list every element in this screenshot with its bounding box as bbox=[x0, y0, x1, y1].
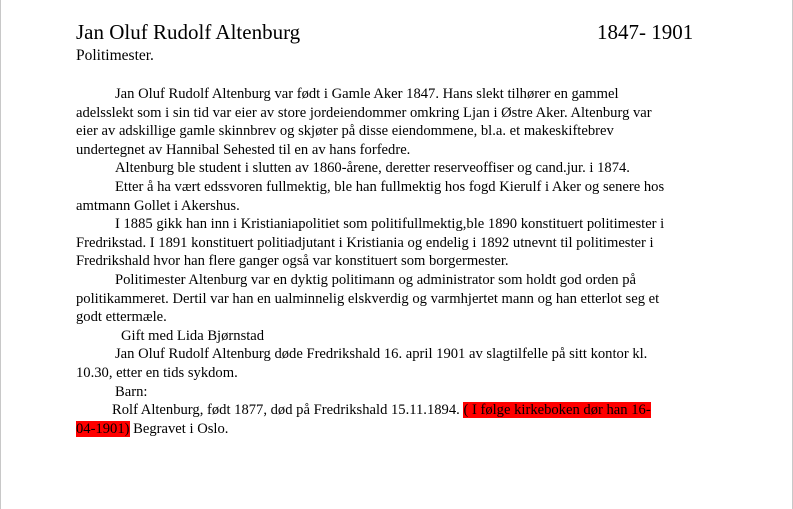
text-line: Barn: bbox=[115, 383, 148, 400]
text-line: politikammeret. Dertil var han en ualminnelig elskverdig og varmhjertet mann og han etterlot seg et bbox=[76, 290, 660, 307]
text-line: undertegnet av Hannibal Sehested til en av hans forfedre. bbox=[76, 141, 411, 158]
highlighted-note: 04-1901) bbox=[76, 420, 130, 437]
child-tail: Begravet i Oslo. bbox=[129, 420, 229, 437]
biography-text bbox=[76, 85, 726, 438]
text-line: 10.30, etter en tids sykdom. bbox=[76, 364, 238, 381]
text-line: Altenburg ble student i slutten av 1860-årene, deretter reserveoffiser og cand.jur. i 1874. bbox=[115, 160, 630, 177]
text-line: Gift med Lida Bjørnstad bbox=[121, 327, 265, 344]
highlighted-note: ( I følge kirkeboken dør han 16- bbox=[463, 402, 651, 419]
text-line: eier av adskillige gamle skinnbrev og skjøter på disse eiendommene, bl.a. et makeskiftebrev bbox=[76, 123, 614, 140]
text-line: Politimester Altenburg var en dyktig politimann og administrator som holdt god orden på bbox=[115, 271, 636, 288]
text-line: godt ettermæle. bbox=[76, 309, 167, 326]
text-line: Fredrikshald hvor han flere ganger også var konstituert som borgermester. bbox=[76, 253, 509, 270]
person-title: Politimester. bbox=[76, 47, 154, 64]
child-entry-continued bbox=[76, 420, 726, 439]
text-line: Fredrikstad. I 1891 konstituert politiadjutant i Kristiania og endelig i 1892 utnevnt til politimester i bbox=[76, 234, 654, 251]
text-line: amtmann Gollet i Akershus. bbox=[76, 197, 240, 214]
text-line: Jan Oluf Rudolf Altenburg var født i Gamle Aker 1847. Hans slekt tilhører en gammel bbox=[115, 86, 619, 102]
person-name: Jan Oluf Rudolf Altenburg bbox=[76, 20, 301, 44]
child-text: Rolf Altenburg, født 1877, død på Fredrikshald 15.11.1894. bbox=[112, 402, 464, 419]
text-line: Etter å ha vært edssvoren fullmektig, ble han fullmektig hos fogd Kierulf i Aker og senere hos bbox=[115, 178, 665, 195]
text-line: I 1885 gikk han inn i Kristianiapolitiet som politifullmektig,ble 1890 konstituert politimester i bbox=[115, 216, 665, 233]
life-years: 1847- 1901 bbox=[597, 20, 694, 44]
text-line: Jan Oluf Rudolf Altenburg døde Fredrikshald 16. april 1901 av slagtilfelle på sitt kontor kl. bbox=[115, 346, 648, 363]
child-entry bbox=[76, 401, 726, 420]
text-line: adelsslekt som i sin tid var eier av store jordeiendommer omkring Ljan i Østre Aker. Altenburg var bbox=[76, 104, 652, 121]
